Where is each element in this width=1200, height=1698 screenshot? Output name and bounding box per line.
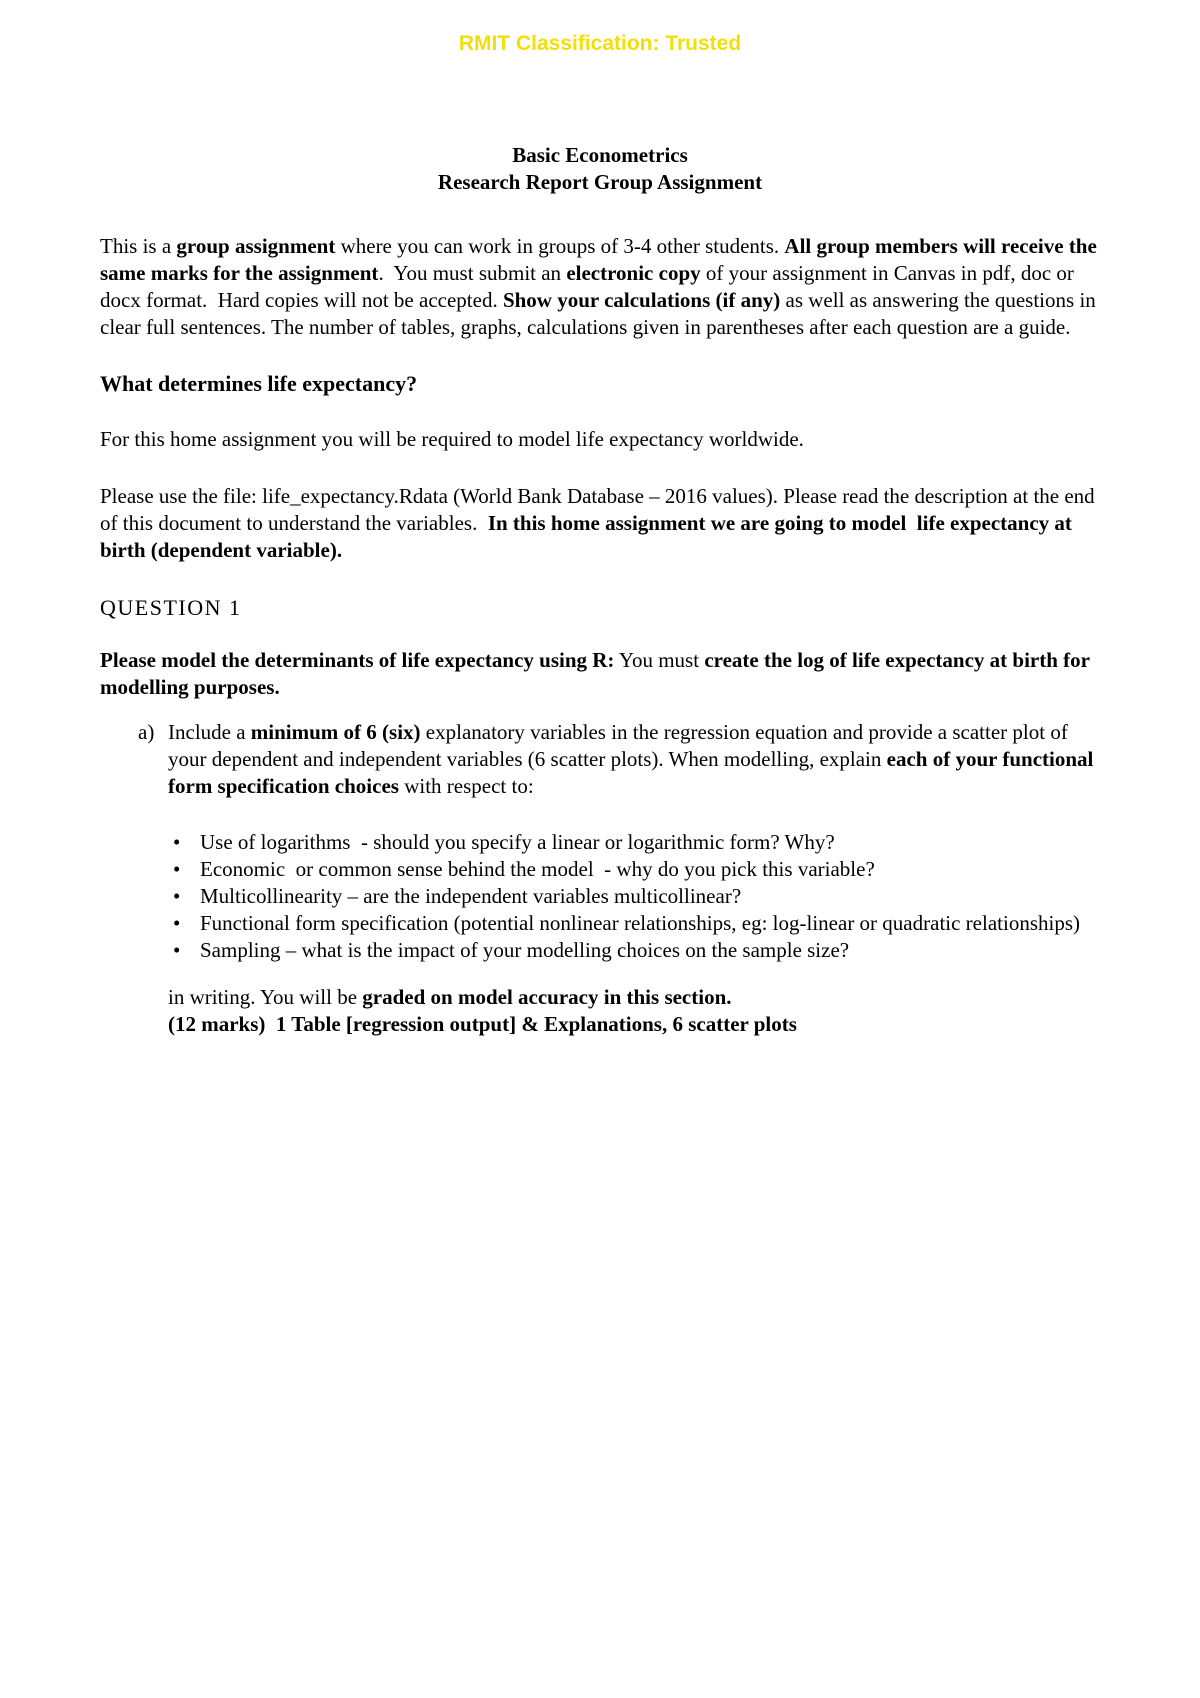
closing-paragraph: in writing. You will be graded on model accuracy in this section. (168, 985, 732, 1009)
list-item-a (100, 719, 1100, 800)
document-title (100, 142, 1100, 196)
bullet-item: • Multicollinearity – are the independent variables multicollinear? (100, 883, 1100, 910)
bullet-item: • Economic or common sense behind the model - why do you pick this variable? (100, 856, 1100, 883)
title-line-2: Research Report Group Assignment (437, 170, 763, 194)
item-a-text: Include a minimum of 6 (six) explanatory variables in the regression equation and provide a scatter plot of your dependent and independent variables (6 scatter plots). When modelling, explain each of your functional form specification choices with respect to: (168, 720, 1099, 798)
bullet-item: • Sampling – what is the impact of your modelling choices on the sample size? (100, 937, 1100, 964)
question1-task-paragraph: Please model the determinants of life expectancy using R: You must create the log of life expectancy at birth for modelling purposes. (100, 648, 1095, 699)
intro-paragraph: This is a group assignment where you can work in groups of 3-4 other students. All group members will receive the same marks for the assignment. You must submit an electronic copy of your assignment in Canvas in pdf, doc or docx format. Hard copies will not be accepted. Show your calculations (if any) as well as answering the questions in clear full sentences. The number of tables, graphs, calculations given in parentheses after each question are a guide. (100, 234, 1103, 339)
classification-banner: RMIT Classification: Trusted (458, 32, 742, 55)
bullet-item: • Use of logarithms - should you specify a linear or logarithmic form? Why? (100, 829, 1100, 856)
item-a-label: a) (138, 720, 155, 744)
title-line-1: Basic Econometrics (512, 143, 688, 167)
file-instructions-paragraph: Please use the file: life_expectancy.Rdata (World Bank Database – 2016 values). Please read the description at the end of this document to understand the variables. In this home assignment we are going to model life expectancy at birth (dependent variable). (100, 484, 1100, 562)
marks-paragraph: (12 marks) 1 Table [regression output] & Explanations, 6 scatter plots (168, 1012, 797, 1036)
question1-heading: QUESTION 1 (100, 595, 242, 620)
bullet-list (100, 829, 1100, 964)
bullet-item: • Functional form specification (potential nonlinear relationships, eg: log-linear or quadratic relationships) (100, 910, 1100, 937)
document-content (0, 142, 1200, 1038)
section-heading: What determines life expectancy? (100, 371, 418, 396)
assignment-description-paragraph: For this home assignment you will be required to model life expectancy worldwide. (100, 427, 804, 451)
